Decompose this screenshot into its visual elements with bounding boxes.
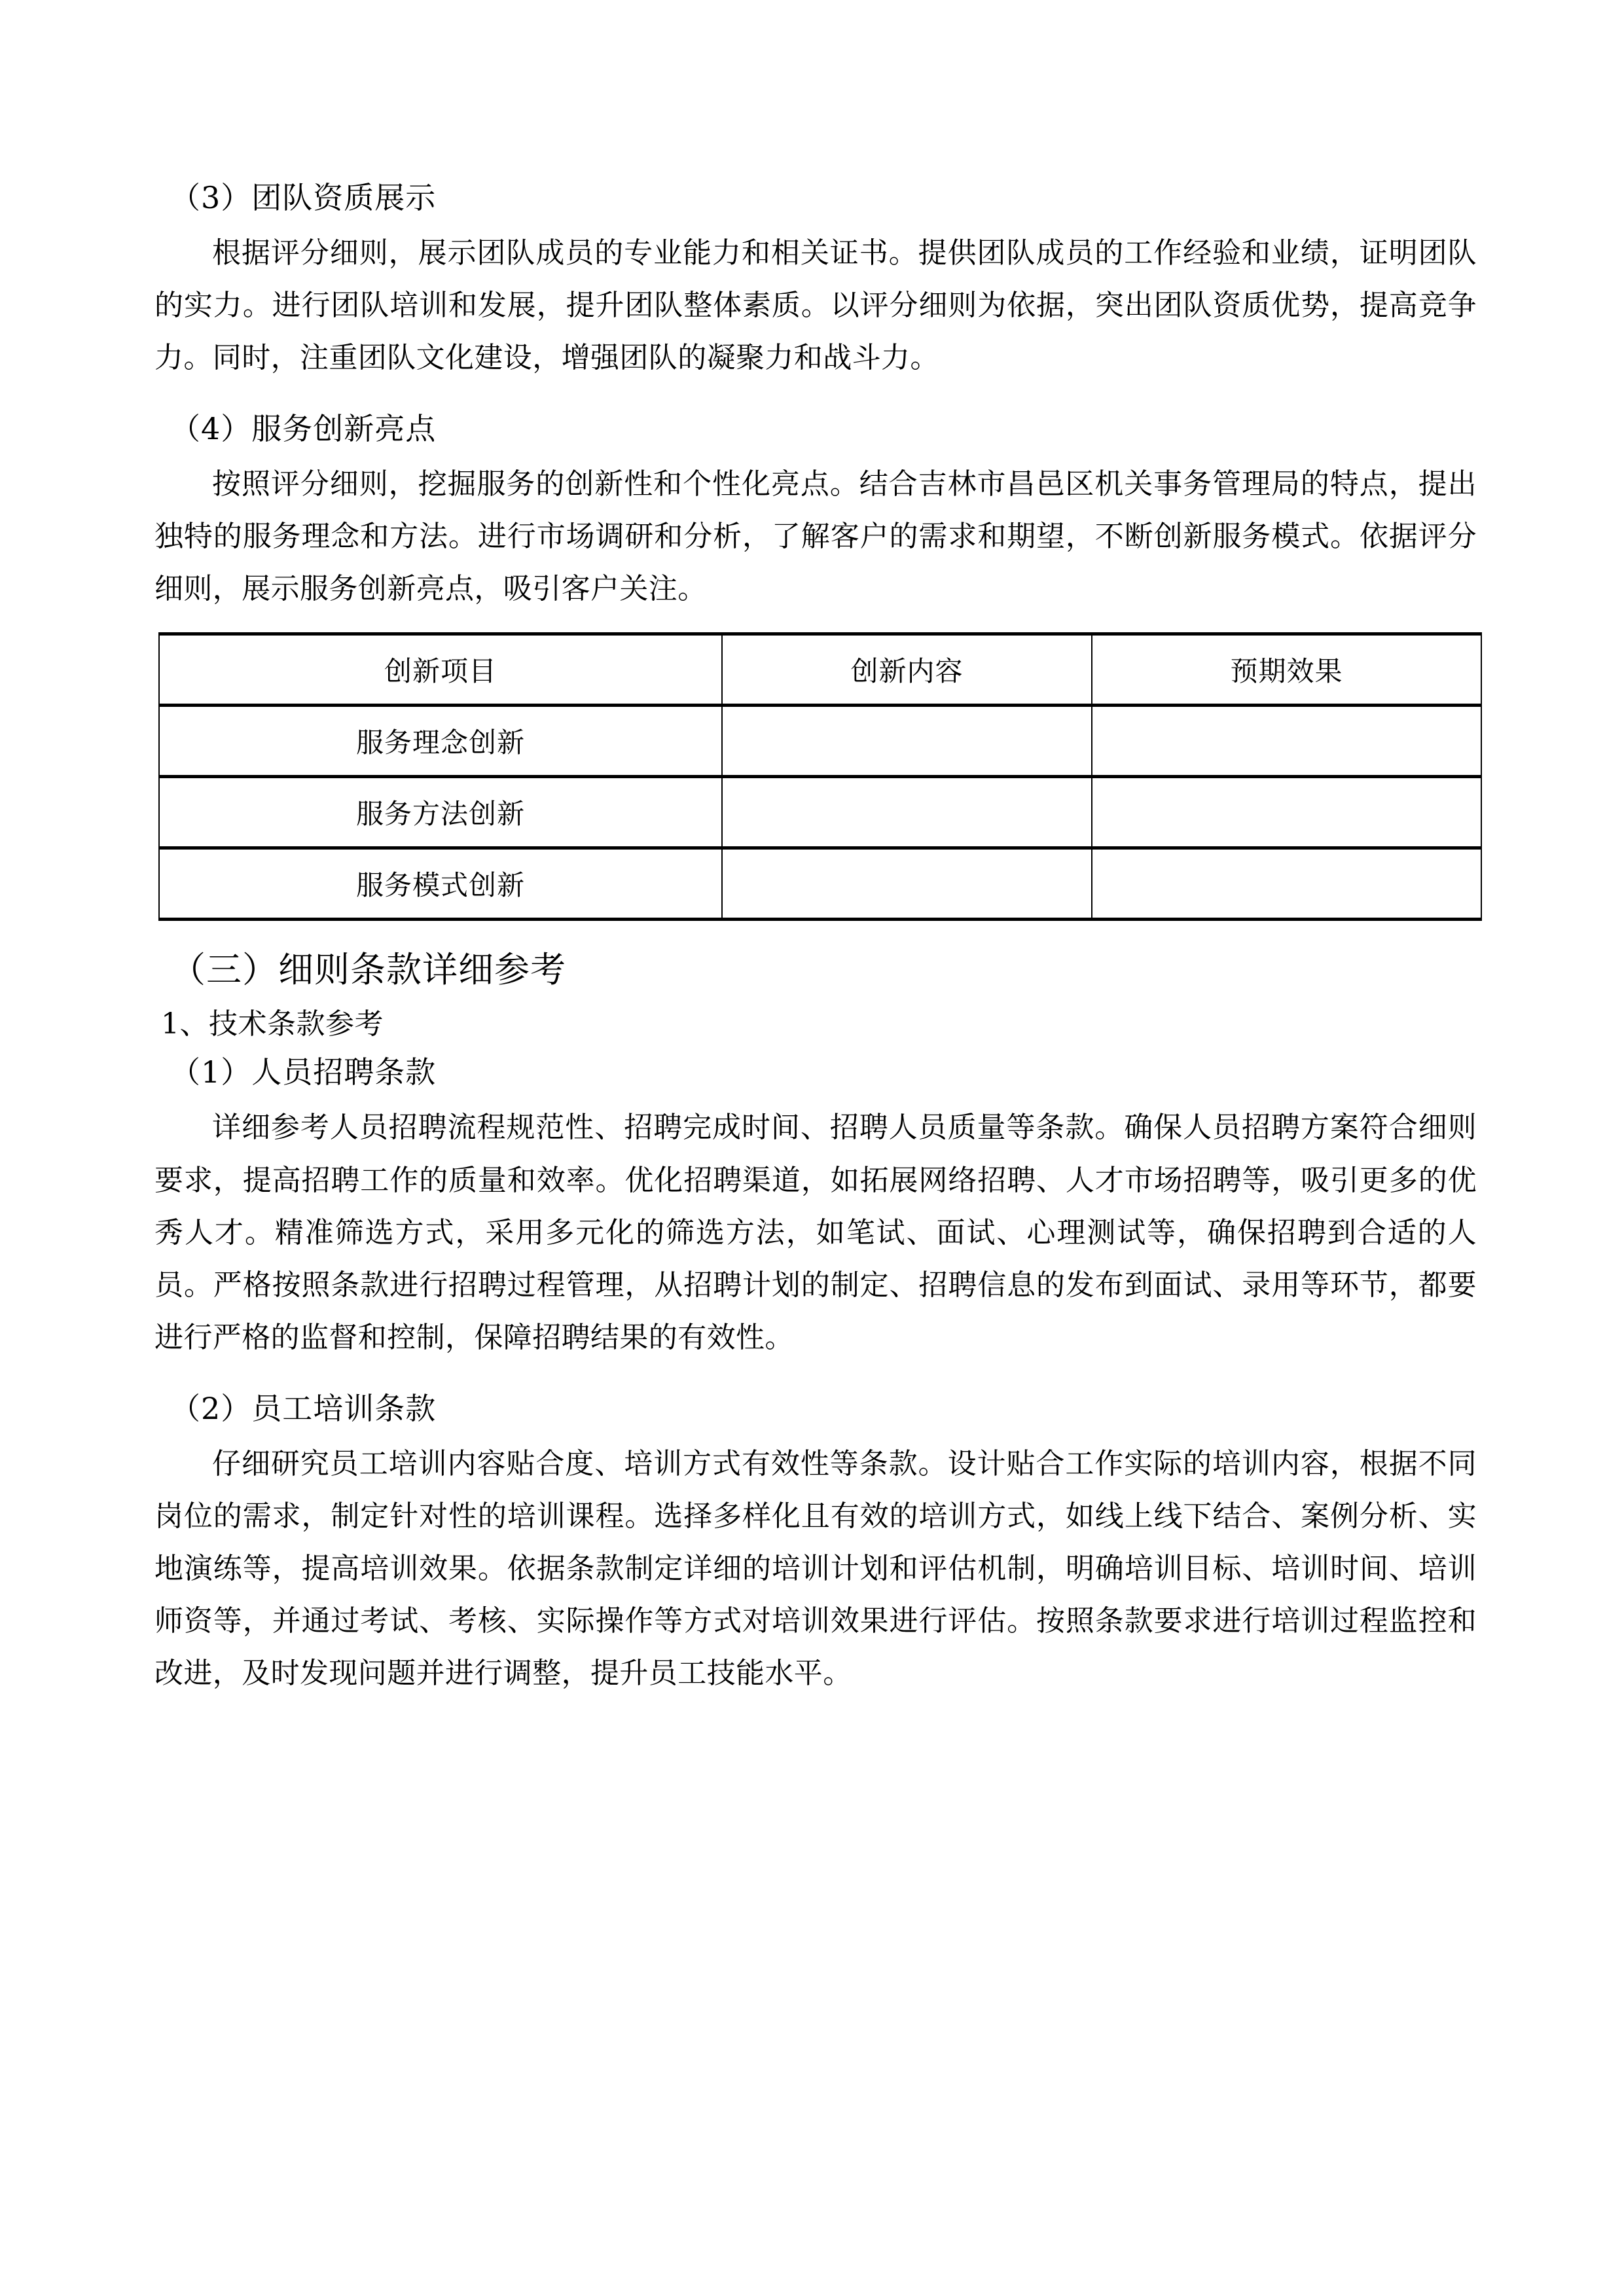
page-content [154,175,1477,1700]
paragraph-recruitment-terms: 详细参考人员招聘流程规范性、招聘完成时间、招聘人员质量等条款。确保人员招聘方案符合细则要求，提高招聘工作的质量和效率。优化招聘渠道，如拓展网络招聘、人才市场招聘等，吸引更多的优秀人才。精准筛选方式，采用多元化的筛选方法，如笔试、面试、心理测试等，确保招聘到合适的人员。严格按照条款进行招聘过程管理，从招聘计划的制定、招聘信息的发布到面试、录用等环节，都要进行严格的监督和控制，保障招聘结果的有效性。 [154,1111,1477,1354]
section-spacer [154,1374,1477,1386]
section-spacer [154,395,1477,406]
table-cell-content[interactable] [722,777,1092,848]
table-cell-item: 服务模式创新 [159,848,722,920]
paragraph-training-terms: 仔细研究员工培训内容贴合度、培训方式有效性等条款。设计贴合工作实际的培训内容，根据不同岗位的需求，制定针对性的培训课程。选择多样化且有效的培训方式，如线上线下结合、案例分析、实地演练等，提高培训效果。依据条款制定详细的培训计划和评估机制，明确培训目标、培训时间、培训师资等，并通过考试、考核、实际操作等方式对培训效果进行评估。按照条款要求进行培训过程监控和改进，及时发现问题并进行调整，提升员工技能水平。 [154,1446,1477,1691]
paragraph-team-qualification: 根据评分细则，展示团队成员的专业能力和相关证书。提供团队成员的工作经验和业绩，证明团队的实力。进行团队培训和发展，提升团队整体素质。以评分细则为依据，突出团队资质优势，提高竞争力。同时，注重团队文化建设，增强团队的凝聚力和战斗力。 [154,236,1477,375]
heading-team-qualification: （3）团队资质展示 [170,180,437,215]
table-header-cell-content: 创新内容 [722,634,1092,706]
table-cell-effect[interactable] [1092,777,1481,848]
table-cell-content[interactable] [722,848,1092,920]
table-cell-content[interactable] [722,706,1092,777]
table-row [159,777,1481,848]
table-cell-item: 服务方法创新 [159,777,722,848]
table-cell-effect[interactable] [1092,706,1481,777]
paragraph-service-innovation: 按照评分细则，挖掘服务的创新性和个性化亮点。结合吉林市昌邑区机关事务管理局的特点，提出独特的服务理念和方法。进行市场调研和分析，了解客户的需求和期望，不断创新服务模式。依据评分细则，展示服务创新亮点，吸引客户关注。 [154,467,1477,606]
innovation-table-wrapper [154,632,1477,921]
heading-service-innovation: （4）服务创新亮点 [170,411,437,447]
innovation-table [158,632,1482,921]
subheading-technical-terms: 1、技术条款参考 [161,1007,384,1041]
table-cell-item: 服务理念创新 [159,706,722,777]
table-row [159,706,1481,777]
heading-recruitment-terms: （1）人员招聘条款 [170,1054,437,1090]
table-row [159,848,1481,920]
heading-detail-reference: （三）细则条款详细参考 [170,949,566,991]
table-header-cell-effect: 预期效果 [1092,634,1481,706]
table-cell-effect[interactable] [1092,848,1481,920]
table-header-row [159,634,1481,706]
table-header-cell-item: 创新项目 [159,634,722,706]
heading-training-terms: （2）员工培训条款 [170,1390,437,1426]
